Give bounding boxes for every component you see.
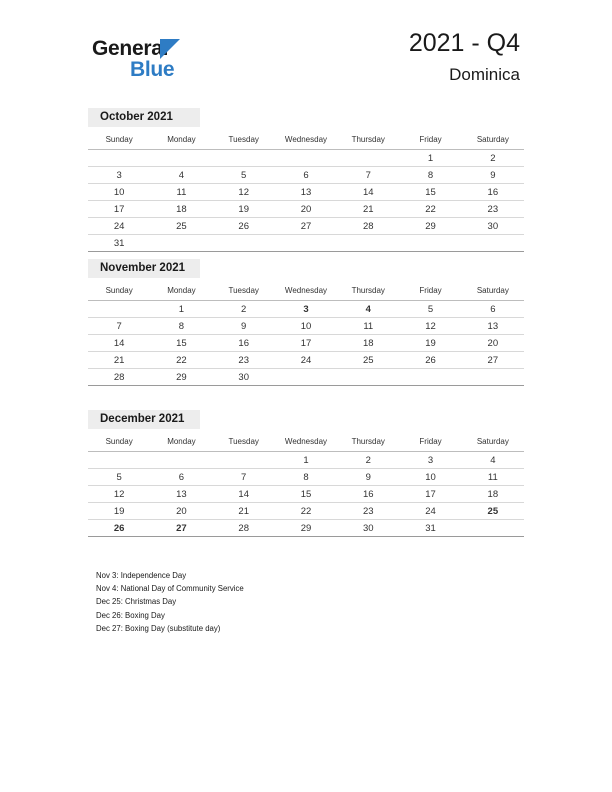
day-cell[interactable]: 7 [88,318,150,335]
day-cell[interactable]: 12 [88,486,150,503]
calendar-head [88,282,524,301]
day-cell[interactable]: 15 [150,335,212,352]
page-title: 2021 - Q4 [408,29,520,57]
day-cell[interactable]: 6 [275,167,337,184]
day-cell[interactable]: 18 [462,486,524,503]
day-cell[interactable]: 15 [399,184,461,201]
day-cell[interactable]: 5 [399,301,461,318]
day-cell[interactable]: 11 [150,184,212,201]
calendar-week-row [88,201,524,218]
day-cell-empty [399,369,461,386]
calendar-week-row [88,486,524,503]
day-cell-empty [337,369,399,386]
day-cell[interactable]: 19 [399,335,461,352]
day-cell[interactable]: 17 [399,486,461,503]
day-cell[interactable]: 10 [275,318,337,335]
weekday-header: Monday [150,282,212,301]
calendar-week-row [88,469,524,486]
weekday-header: Tuesday [213,433,275,452]
day-cell[interactable]: 30 [337,520,399,537]
day-cell[interactable]: 16 [462,184,524,201]
day-cell-empty [275,235,337,252]
weekday-header: Tuesday [213,282,275,301]
weekday-header: Thursday [337,282,399,301]
holiday-note: Dec 27: Boxing Day (substitute day) [96,623,221,633]
day-cell[interactable]: 8 [399,167,461,184]
day-cell-empty [462,235,524,252]
day-cell[interactable]: 11 [462,469,524,486]
day-cell[interactable]: 2 [462,150,524,167]
calendar-head [88,433,524,452]
day-cell[interactable]: 11 [337,318,399,335]
day-cell[interactable]: 26 [399,352,461,369]
day-cell-empty [275,369,337,386]
holiday-note: Dec 26: Boxing Day [96,610,165,620]
day-cell[interactable]: 29 [275,520,337,537]
day-cell-empty [462,520,524,537]
day-cell[interactable]: 26 [88,520,150,537]
weekday-header: Thursday [337,433,399,452]
logo-text-blue: Blue [130,58,175,81]
calendar-week-row [88,503,524,520]
calendar-week-row [88,150,524,167]
logo-blue-row [92,58,175,81]
day-cell[interactable]: 9 [213,318,275,335]
day-cell[interactable]: 1 [399,150,461,167]
day-cell[interactable]: 14 [213,486,275,503]
day-cell[interactable]: 12 [213,184,275,201]
day-cell[interactable]: 14 [88,335,150,352]
day-cell[interactable]: 16 [337,486,399,503]
day-cell[interactable]: 25 [462,503,524,520]
weekday-header: Sunday [88,282,150,301]
month-title: October 2021 [88,108,200,127]
weekday-header: Thursday [337,131,399,150]
day-cell[interactable]: 21 [337,201,399,218]
day-cell[interactable]: 13 [150,486,212,503]
day-cell[interactable]: 1 [150,301,212,318]
day-cell[interactable]: 23 [462,201,524,218]
title-block [409,30,520,85]
day-cell[interactable]: 19 [88,503,150,520]
day-cell[interactable]: 22 [150,352,212,369]
weekday-header: Wednesday [275,131,337,150]
weekday-header: Friday [399,282,461,301]
calendar-body [88,301,524,386]
day-cell[interactable]: 13 [275,184,337,201]
day-cell[interactable]: 30 [462,218,524,235]
calendar-table-december [88,433,524,537]
calendar-week-row [88,452,524,469]
general-blue-logo [92,37,175,81]
weekday-header: Saturday [462,433,524,452]
triangle-icon [160,39,180,59]
holiday-note: Dec 25: Christmas Day [96,597,177,607]
day-cell[interactable]: 10 [88,184,150,201]
day-cell-empty [150,235,212,252]
day-cell[interactable]: 4 [150,167,212,184]
calendar-week-row [88,520,524,537]
day-cell[interactable]: 3 [88,167,150,184]
day-cell[interactable]: 25 [337,352,399,369]
day-cell-empty [150,150,212,167]
day-cell-empty [337,235,399,252]
day-cell[interactable]: 8 [150,318,212,335]
day-cell[interactable]: 6 [150,469,212,486]
calendar-week-row [88,369,524,386]
day-cell[interactable]: 9 [462,167,524,184]
day-cell[interactable]: 7 [213,469,275,486]
logo-text-general: General [92,37,169,60]
day-cell[interactable]: 12 [399,318,461,335]
day-cell-empty [150,452,212,469]
day-cell[interactable]: 13 [462,318,524,335]
calendar-body [88,452,524,537]
day-cell[interactable]: 20 [462,335,524,352]
day-cell[interactable]: 4 [462,452,524,469]
weekday-header: Wednesday [275,433,337,452]
day-cell[interactable]: 28 [337,218,399,235]
weekday-header: Saturday [462,282,524,301]
day-cell[interactable]: 20 [275,201,337,218]
weekday-header: Saturday [462,131,524,150]
holiday-note: Nov 3: Independence Day [96,571,187,580]
calendar-head [88,131,524,150]
day-cell-empty [88,452,150,469]
day-cell[interactable]: 24 [88,218,150,235]
day-cell[interactable]: 1 [275,452,337,469]
weekday-header: Wednesday [275,282,337,301]
day-cell[interactable]: 17 [275,335,337,352]
weekday-row [88,433,524,452]
calendar-week-row [88,235,524,252]
weekday-row [88,131,524,150]
day-cell[interactable]: 2 [213,301,275,318]
weekday-header: Monday [150,433,212,452]
day-cell-empty [88,150,150,167]
weekday-header: Sunday [88,131,150,150]
day-cell[interactable]: 4 [337,301,399,318]
holiday-notes [96,569,526,635]
calendar-body [88,150,524,252]
day-cell[interactable]: 30 [213,369,275,386]
day-cell[interactable]: 21 [213,503,275,520]
month-block-october [88,108,524,252]
day-cell-empty [462,369,524,386]
day-cell[interactable]: 25 [150,218,212,235]
day-cell[interactable]: 21 [88,352,150,369]
day-cell[interactable]: 10 [399,469,461,486]
day-cell[interactable]: 23 [213,352,275,369]
day-cell-empty [213,235,275,252]
month-block-november [88,259,524,386]
day-cell-empty [337,150,399,167]
weekday-header: Monday [150,131,212,150]
day-cell[interactable]: 29 [399,218,461,235]
weekday-row [88,282,524,301]
day-cell[interactable]: 27 [462,352,524,369]
day-cell[interactable]: 31 [399,520,461,537]
calendar-week-row [88,184,524,201]
calendar-week-row [88,301,524,318]
day-cell[interactable]: 18 [337,335,399,352]
day-cell[interactable]: 20 [150,503,212,520]
day-cell[interactable]: 5 [88,469,150,486]
weekday-header: Sunday [88,433,150,452]
day-cell[interactable]: 28 [213,520,275,537]
weekday-header: Friday [399,131,461,150]
day-cell[interactable]: 19 [213,201,275,218]
day-cell[interactable]: 26 [213,218,275,235]
day-cell[interactable]: 6 [462,301,524,318]
calendar-week-row [88,352,524,369]
day-cell[interactable]: 23 [337,503,399,520]
day-cell[interactable]: 3 [275,301,337,318]
month-title: November 2021 [88,259,200,278]
weekday-header: Tuesday [213,131,275,150]
calendar-week-row [88,318,524,335]
day-cell[interactable]: 27 [275,218,337,235]
day-cell[interactable]: 24 [399,503,461,520]
calendar-table-october [88,131,524,252]
calendar-week-row [88,167,524,184]
day-cell[interactable]: 24 [275,352,337,369]
day-cell-empty [88,301,150,318]
weekday-header: Friday [399,433,461,452]
calendar-table-november [88,282,524,386]
day-cell[interactable]: 16 [213,335,275,352]
page-subtitle: Dominica [449,64,520,84]
day-cell[interactable]: 27 [150,520,212,537]
day-cell[interactable]: 22 [275,503,337,520]
day-cell[interactable]: 15 [275,486,337,503]
day-cell-empty [275,150,337,167]
month-block-december [88,410,524,537]
day-cell[interactable]: 18 [150,201,212,218]
day-cell-empty [213,452,275,469]
month-title: December 2021 [88,410,200,429]
day-cell[interactable]: 9 [337,469,399,486]
day-cell[interactable]: 8 [275,469,337,486]
day-cell[interactable]: 3 [399,452,461,469]
calendar-week-row [88,335,524,352]
day-cell[interactable]: 7 [337,167,399,184]
day-cell[interactable]: 2 [337,452,399,469]
holiday-note: Nov 4: National Day of Community Service [96,584,244,594]
day-cell[interactable]: 14 [337,184,399,201]
day-cell[interactable]: 29 [150,369,212,386]
day-cell[interactable]: 22 [399,201,461,218]
day-cell-empty [399,235,461,252]
day-cell[interactable]: 5 [213,167,275,184]
day-cell[interactable]: 17 [88,201,150,218]
day-cell-empty [213,150,275,167]
calendar-week-row [88,218,524,235]
day-cell[interactable]: 31 [88,235,150,252]
day-cell[interactable]: 28 [88,369,150,386]
page-header [0,30,612,90]
